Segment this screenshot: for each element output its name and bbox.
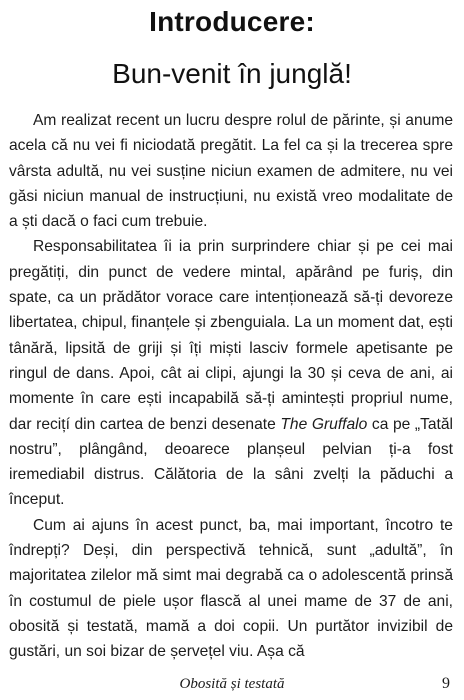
running-footer-title: Obosită și testată bbox=[179, 676, 285, 692]
paragraph-1: Am realizat recent un lucru despre rolul de părinte, și anume acela că nu vei fi niciodată pregătit. La fel ca și la trecerea spre vârsta adultă, nu vei susține niciun examen de admitere, nu vei găsi niciun manual de instrucțiuni, nu există vreo modalitate de a ști dacă o faci cum trebuie. bbox=[9, 112, 453, 231]
paragraph-2-text-after: ca pe „Tatăl nostru”, plângând, deoarece planșeul pelvian ți-a fost iremediabil distrus. Călătoria de la sâni zvelți la păduchi a început. bbox=[9, 415, 454, 509]
paragraph-2 bbox=[9, 234, 453, 512]
book-title-italic: The Gruffalo bbox=[280, 415, 368, 433]
chapter-title: Introducere: bbox=[149, 6, 315, 37]
paragraph-2-text-before: Responsabilitatea îi ia prin surprindere chiar și pe cei mai pregătiți, din punct de vedere mintal, apărând pe furiș, din spate, ca un prădător vorace care intenționează să-ți devoreze libertatea, chipul, finanțele și zbenguiala. La un moment dat, ești tânără, lipsită de griji și îți miști lasciv formele apetisante pe ringul de dans. Apoi, cât ai clipi, ajungi la 30 și ceva de ani, ai momente în care ești incapabilă să-ți amintești propriul nume, dar recițí din cartea de benzi desenate bbox=[9, 238, 453, 433]
page-number: 9 bbox=[442, 675, 450, 692]
chapter-subtitle: Bun-venit în junglă! bbox=[112, 58, 352, 89]
paragraph-3: Cum ai ajuns în acest punct, ba, mai important, încotro te îndrepți? Deși, din perspectivă tehnică, sunt „adultă”, în majoritatea zilelor mă simt mai degrabă ca o adolescentă prinsă în costumul de piele ușor flască al unei mame de 37 de ani, obosită și testată, mamă a doi copii. Un purtător invizibil de gustări, un soi bizar de șervețel viu. Așa că bbox=[9, 516, 453, 661]
body-text bbox=[9, 108, 453, 665]
